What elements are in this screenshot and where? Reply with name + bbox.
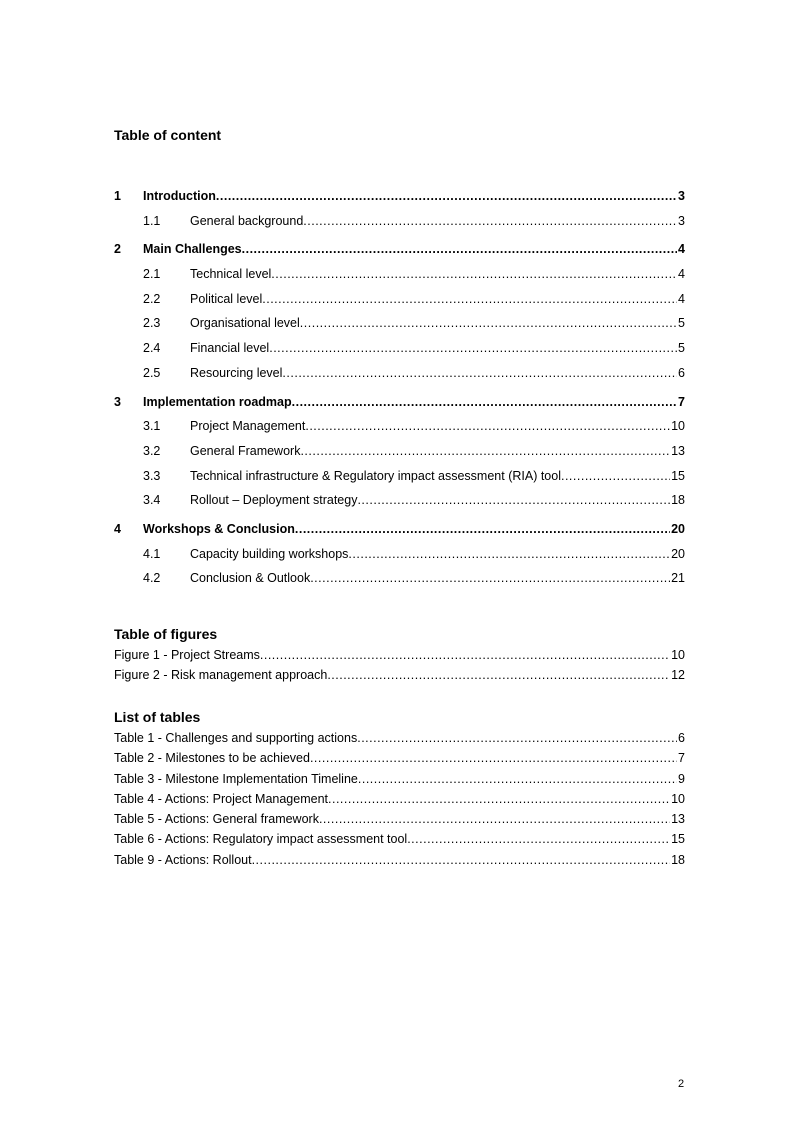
toc-entry-page: 4 [678, 242, 685, 257]
dot-leader [310, 748, 677, 768]
figure-entry-page: 12 [671, 668, 685, 683]
toc-entry-line [143, 239, 685, 259]
toc-entry-label: Implementation roadmap [143, 394, 292, 409]
toc-entry-label: Rollout – Deployment strategy [190, 493, 358, 508]
toc-entry-line [190, 568, 685, 588]
list-of-tables [114, 728, 685, 870]
table-entry[interactable] [114, 728, 685, 748]
toc-entry-line [190, 211, 685, 231]
dot-leader [357, 728, 677, 748]
toc-entry[interactable] [114, 289, 685, 314]
toc-entry[interactable] [114, 544, 685, 569]
toc-title: Table of content [114, 127, 222, 143]
dot-leader [358, 769, 677, 789]
table-entry-label: Table 1 - Challenges and supporting actions [114, 731, 358, 745]
toc-entry-label: Main Challenges [143, 242, 242, 257]
toc-entry[interactable] [114, 211, 685, 236]
toc-entry-page: 18 [671, 493, 685, 508]
table-entry[interactable] [114, 769, 685, 789]
toc-entry-line [190, 416, 685, 436]
table-entry[interactable] [114, 748, 685, 768]
toc-entry-label: Introduction [143, 189, 216, 203]
table-entry-page: 18 [671, 852, 685, 867]
toc-entry[interactable] [114, 568, 685, 593]
figure-entry-page: 10 [671, 648, 685, 662]
figure-entry-label: Figure 2 - Risk management approach [114, 668, 328, 683]
toc-entry-page: 6 [678, 365, 685, 380]
toc-entry-line [190, 313, 685, 333]
toc-entry-label: General Framework [190, 443, 301, 458]
toc-entry-line [190, 544, 685, 564]
toc-entry-number: 3.3 [143, 468, 161, 483]
toc-entry-label: Capacity building workshops [190, 546, 349, 561]
dot-leader [260, 645, 670, 665]
toc-entry-line [143, 186, 685, 206]
toc-entry-label: Financial level [190, 341, 270, 356]
toc-entry-line [190, 441, 685, 461]
toc-entry-number: 2.4 [143, 341, 161, 356]
toc-entry-number: 4.2 [143, 571, 161, 586]
dot-leader [319, 809, 670, 829]
toc-entry-number: 3 [114, 394, 121, 409]
table-entry-page: 13 [671, 812, 685, 827]
toc-entry-line [190, 289, 685, 309]
dot-leader [295, 519, 670, 539]
table-entry-label: Table 4 - Actions: Project Management [114, 791, 329, 806]
toc-entry-number: 1.1 [143, 213, 161, 228]
toc-entry-number: 4.1 [143, 546, 161, 561]
toc-entry-page: 3 [678, 213, 685, 228]
toc-entry-page: 5 [678, 316, 685, 331]
toc-entry-label: General background [190, 213, 304, 228]
toc-entry-line [190, 490, 685, 510]
toc-entry[interactable] [114, 392, 685, 417]
figure-entry[interactable] [114, 645, 685, 665]
toc-entry-line [190, 363, 685, 383]
dot-leader [305, 416, 670, 436]
toc-entry-number: 4 [114, 521, 121, 536]
toc-entry-line [143, 392, 685, 412]
toc-entry-page: 15 [671, 468, 685, 483]
dot-leader [262, 289, 677, 309]
toc-entry-label: Organisational level [190, 316, 300, 331]
toc-entry-line [190, 264, 685, 284]
table-entry-page: 9 [678, 771, 685, 786]
table-entry-page: 10 [671, 791, 685, 806]
toc-entry-page: 4 [678, 291, 685, 306]
dot-leader [303, 211, 677, 231]
toc-entry[interactable] [114, 239, 685, 264]
toc-entry-page: 3 [678, 189, 685, 203]
toc-entry[interactable] [114, 313, 685, 338]
toc-entry[interactable] [114, 519, 685, 544]
toc-entry-number: 3.1 [143, 419, 161, 434]
toc-entry-page: 10 [671, 419, 685, 434]
tables-title: List of tables [114, 709, 201, 725]
toc-entry-number: 2.3 [143, 316, 161, 331]
toc-entry-number: 3.4 [143, 493, 161, 508]
toc-entry-number: 2 [114, 242, 121, 257]
table-of-figures [114, 645, 685, 686]
toc-entry-label: Project Management [190, 419, 306, 434]
toc-entry-number: 2.5 [143, 365, 161, 380]
table-entry-label: Table 6 - Actions: Regulatory impact assessment tool [114, 832, 408, 847]
dot-leader [282, 363, 677, 383]
figure-entry-label: Figure 1 - Project Streams [114, 648, 260, 662]
toc-entry[interactable] [114, 441, 685, 466]
figures-title: Table of figures [114, 626, 218, 642]
toc-entry-number: 2.1 [143, 267, 161, 282]
dot-leader [310, 568, 670, 588]
toc-entry-page: 20 [671, 521, 685, 536]
toc-entry-label: Technical infrastructure & Regulatory impact assessment (RIA) tool [190, 468, 561, 483]
dot-leader [327, 665, 670, 685]
toc-entry-page: 13 [671, 443, 685, 458]
toc-entry[interactable] [114, 186, 685, 211]
toc-entry-number: 1 [114, 189, 121, 203]
toc-entry-number: 3.2 [143, 443, 161, 458]
dot-leader [300, 441, 670, 461]
toc-entry[interactable] [114, 416, 685, 441]
dot-leader [300, 313, 677, 333]
table-entry[interactable] [114, 850, 685, 870]
toc-entry-page: 7 [678, 394, 685, 409]
toc-entry-label: Workshops & Conclusion [143, 521, 295, 536]
dot-leader [271, 264, 677, 284]
dot-leader [407, 829, 670, 849]
table-entry-label: Table 3 - Milestone Implementation Timeline [114, 771, 358, 786]
table-entry[interactable] [114, 809, 685, 829]
toc-entry-line [190, 338, 685, 358]
toc-entry-page: 21 [671, 571, 685, 586]
table-entry-label: Table 2 - Milestones to be achieved [114, 751, 310, 766]
table-entry-label: Table 9 - Actions: Rollout [114, 852, 252, 867]
dot-leader [292, 392, 677, 412]
dot-leader [328, 789, 670, 809]
table-of-contents [114, 186, 685, 593]
dot-leader [242, 239, 677, 259]
toc-entry-label: Conclusion & Outlook [190, 571, 311, 586]
toc-entry-label: Technical level [190, 267, 272, 282]
table-entry-page: 7 [678, 751, 685, 766]
toc-entry[interactable] [114, 264, 685, 289]
table-entry-page: 6 [678, 731, 685, 745]
toc-entry-number: 2.2 [143, 291, 161, 306]
toc-entry[interactable] [114, 338, 685, 363]
toc-entry-page: 5 [678, 341, 685, 356]
page-number: 2 [678, 1078, 685, 1090]
toc-entry[interactable] [114, 466, 685, 491]
dot-leader [357, 490, 670, 510]
dot-leader [216, 186, 677, 206]
toc-entry-page: 4 [678, 267, 685, 282]
figure-entry[interactable] [114, 665, 685, 685]
table-entry[interactable] [114, 789, 685, 809]
toc-entry-line [190, 466, 685, 486]
dot-leader [348, 544, 670, 564]
toc-entry[interactable] [114, 363, 685, 388]
toc-entry[interactable] [114, 490, 685, 515]
toc-entry-label: Resourcing level [190, 365, 283, 380]
dot-leader [252, 850, 671, 870]
table-entry[interactable] [114, 829, 685, 849]
table-entry-page: 15 [671, 832, 685, 847]
toc-entry-page: 20 [671, 546, 685, 561]
table-entry-label: Table 5 - Actions: General framework [114, 812, 319, 827]
toc-entry-label: Political level [190, 291, 263, 306]
dot-leader [561, 466, 670, 486]
dot-leader [269, 338, 677, 358]
toc-entry-line [143, 519, 685, 539]
